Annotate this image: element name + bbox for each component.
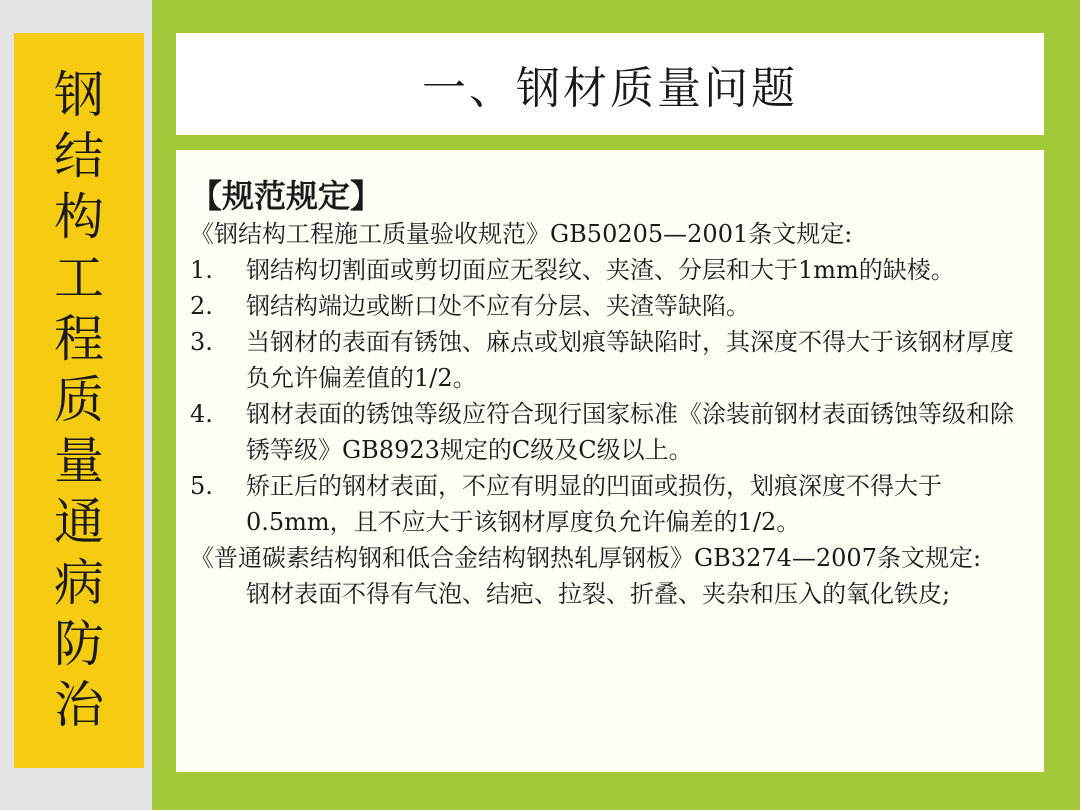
side-title-char: 防 [54,615,104,673]
section-heading: 【规范规定】 [190,177,383,215]
side-title-char: 治 [54,676,104,734]
slide-title: 一、钢材质量问题 [422,63,798,114]
list-item-text: 钢结构切割面或剪切面应无裂纹、夹渣、分层和大于1mm的缺棱。 [246,256,955,284]
list-item-text: 当钢材的表面有锈蚀、麻点或划痕等缺陷时，其深度不得大于该钢材厚度负允许偏差值的1/2。 [246,328,1014,392]
list-item [190,324,1030,396]
side-title-bar [14,33,144,768]
list-item-text: 矫正后的钢材表面，不应有明显的凹面或损伤，划痕深度不得大于0.5mm，且不应大于该钢材厚度负允许偏差的1/2。 [246,472,942,536]
side-title-char: 质 [54,371,104,429]
side-title-char: 程 [54,310,104,368]
list-item-number: 4. [190,400,213,428]
list-item-text: 钢材表面的锈蚀等级应符合现行国家标准《涂装前钢材表面锈蚀等级和除锈等级》GB8923规定的C级及C级以上。 [246,400,1014,464]
standard-reference-1: 《钢结构工程施工质量验收规范》GB50205—2001条文规定: [190,220,853,248]
side-title-char: 量 [54,432,104,490]
slide-title-box [176,33,1044,135]
final-requirement: 钢材表面不得有气泡、结疤、拉裂、折叠、夹杂和压入的氧化铁皮; [246,580,951,608]
list-item-text: 钢结构端边或断口处不应有分层、夹渣等缺陷。 [246,292,750,320]
list-item [190,288,1030,324]
list-item [190,252,1030,288]
content-box [176,150,1044,772]
list-item-number: 1. [190,256,213,284]
standard-reference-2: 《普通碳素结构钢和低合金结构钢热轧厚钢板》GB3274—2007条文规定: [190,544,982,572]
side-title-char: 通 [54,493,104,551]
list-item [190,468,1030,540]
list-item-number: 2. [190,292,213,320]
side-title-char: 钢 [54,66,104,124]
side-title-char: 构 [54,188,104,246]
list-item [190,396,1030,468]
list-item-number: 5. [190,472,213,500]
side-title-char: 工 [54,249,104,307]
list-item-number: 3. [190,328,213,356]
side-title-char: 病 [54,554,104,612]
side-title-char: 结 [54,127,104,185]
